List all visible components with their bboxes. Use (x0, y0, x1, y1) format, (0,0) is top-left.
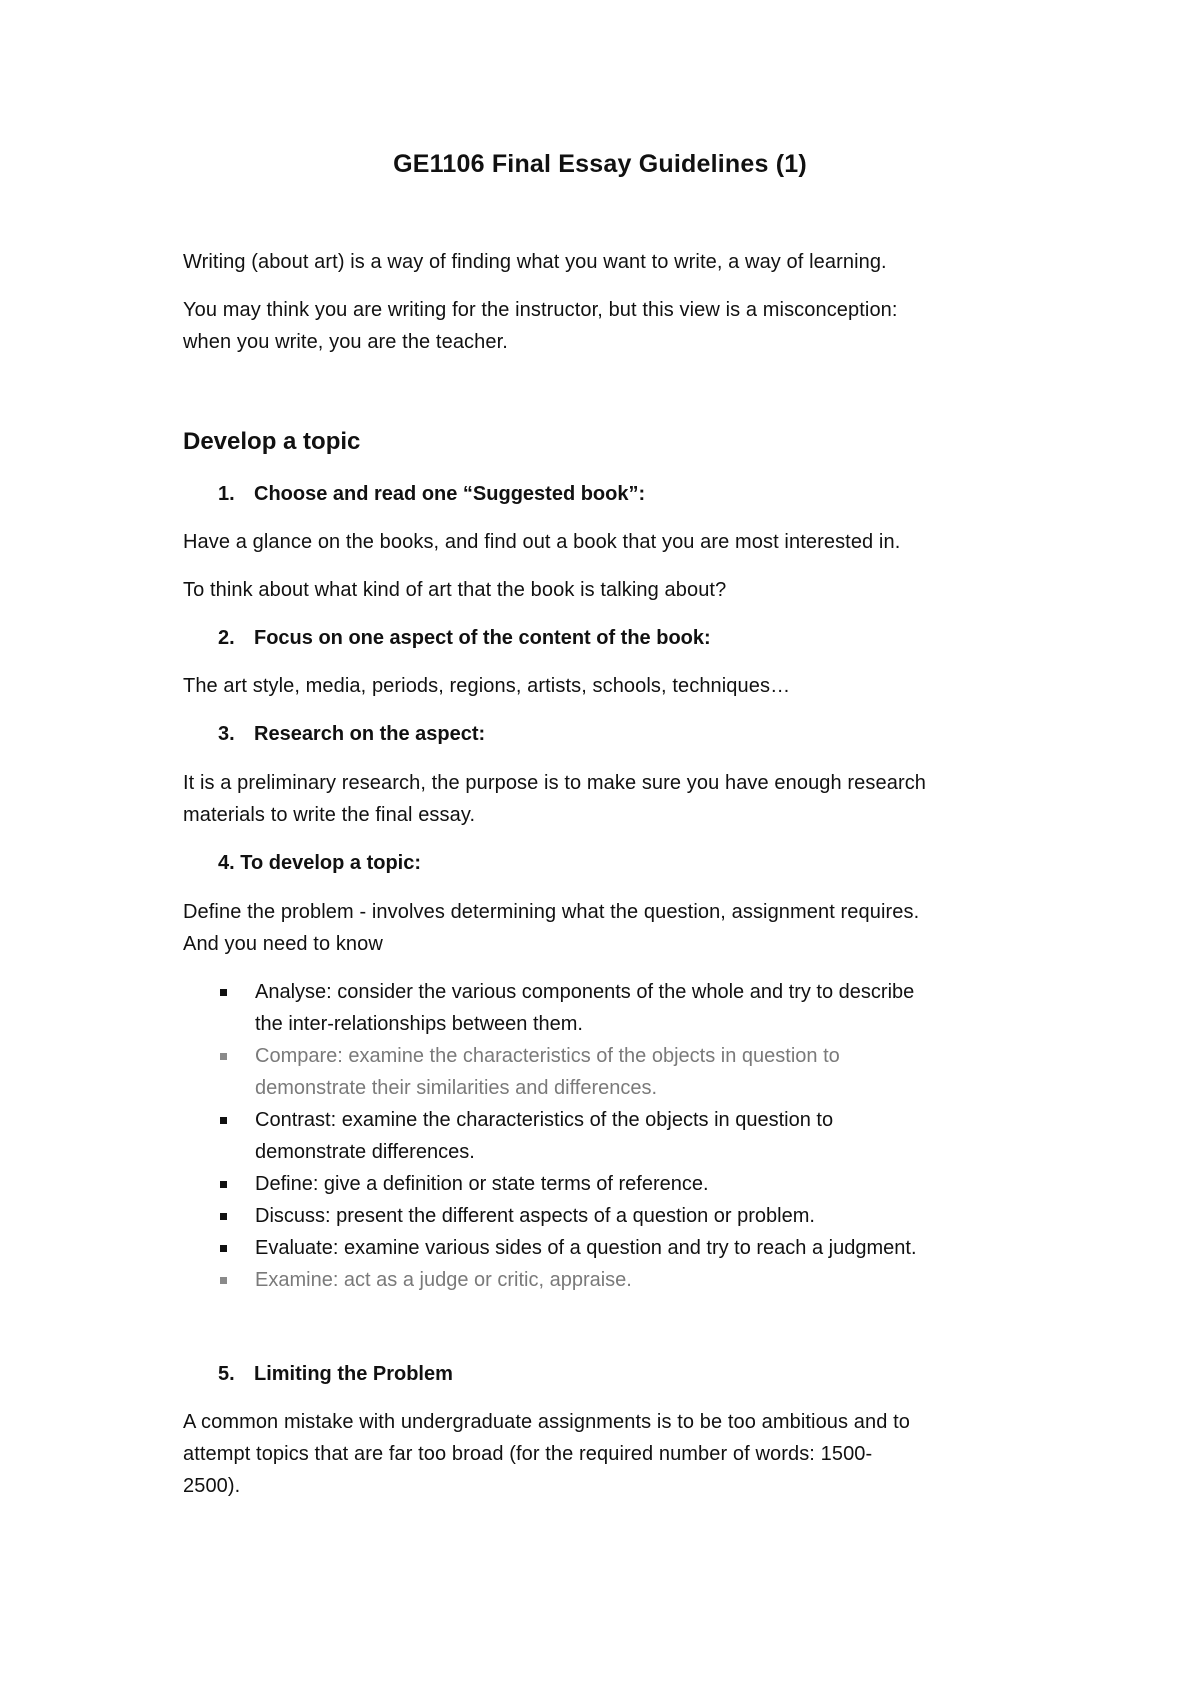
square-bullet-icon (220, 1245, 227, 1252)
step-2-title: Focus on one aspect of the content of the book: (254, 627, 711, 649)
step-3-title: Research on the aspect: (254, 723, 486, 745)
square-bullet-icon (220, 1053, 227, 1060)
list-item-define: Define: give a definition or state terms of reference. (218, 1168, 917, 1200)
list-item-compare: Compare: examine the characteristics of the objects in question to demonstrate their similarities and differences. (218, 1040, 917, 1104)
square-bullet-icon (220, 1277, 227, 1284)
square-bullet-icon (220, 1213, 227, 1220)
step-4-heading (218, 847, 421, 879)
step-2-number: 2. (218, 627, 235, 649)
step-5-heading (218, 1358, 453, 1390)
step-5-line-3: 2500). (183, 1475, 241, 1497)
document-title: GE1106 Final Essay Guidelines (1) (393, 150, 807, 178)
step-3-number: 3. (218, 723, 235, 745)
step-3-heading (218, 718, 485, 750)
step-3-line-2: materials to write the final essay. (183, 804, 476, 826)
step-5-line-2: attempt topics that are far too broad (for the required number of words: 1500- (183, 1443, 873, 1465)
step-1-line-1: Have a glance on the books, and find out a book that you are most interested in. (183, 531, 901, 553)
step-2-line-1: The art style, media, periods, regions, artists, schools, techniques… (183, 675, 791, 697)
intro-paragraph-2-line-1: You may think you are writing for the instructor, but this view is a misconception: (183, 299, 898, 321)
step-5-title: Limiting the Problem (254, 1363, 453, 1385)
step-1-number: 1. (218, 483, 235, 505)
step-4-line-2: And you need to know (183, 933, 383, 955)
square-bullet-icon (220, 1181, 227, 1188)
list-item-contrast: Contrast: examine the characteristics of the objects in question to demonstrate differences. (218, 1104, 917, 1168)
step-5-line-1: A common mistake with undergraduate assignments is to be too ambitious and to (183, 1411, 910, 1433)
step-2-heading (218, 622, 711, 654)
step-5-number: 5. (218, 1363, 235, 1385)
step-4-number: 4. (218, 852, 235, 874)
list-item-discuss: Discuss: present the different aspects of a question or problem. (218, 1200, 917, 1232)
step-1-title: Choose and read one “Suggested book”: (254, 483, 646, 505)
section-heading-develop-topic: Develop a topic (183, 428, 361, 455)
intro-paragraph-2-line-2: when you write, you are the teacher. (183, 331, 508, 353)
step-4-title: To develop a topic: (240, 852, 422, 874)
intro-paragraph-1: Writing (about art) is a way of finding what you want to write, a way of learning. (183, 251, 887, 273)
topic-verbs-list (218, 976, 917, 1296)
step-1-line-2: To think about what kind of art that the book is talking about? (183, 579, 727, 601)
step-1-heading (218, 478, 645, 510)
list-item-analyse: Analyse: consider the various components of the whole and try to describe the inter-relationships between them. (218, 976, 917, 1040)
list-item-examine: Examine: act as a judge or critic, appraise. (218, 1264, 917, 1296)
square-bullet-icon (220, 1117, 227, 1124)
step-3-line-1: It is a preliminary research, the purpose is to make sure you have enough research (183, 772, 927, 794)
square-bullet-icon (220, 989, 227, 996)
list-item-evaluate: Evaluate: examine various sides of a question and try to reach a judgment. (218, 1232, 917, 1264)
step-4-line-1: Define the problem - involves determining what the question, assignment requires. (183, 901, 920, 923)
